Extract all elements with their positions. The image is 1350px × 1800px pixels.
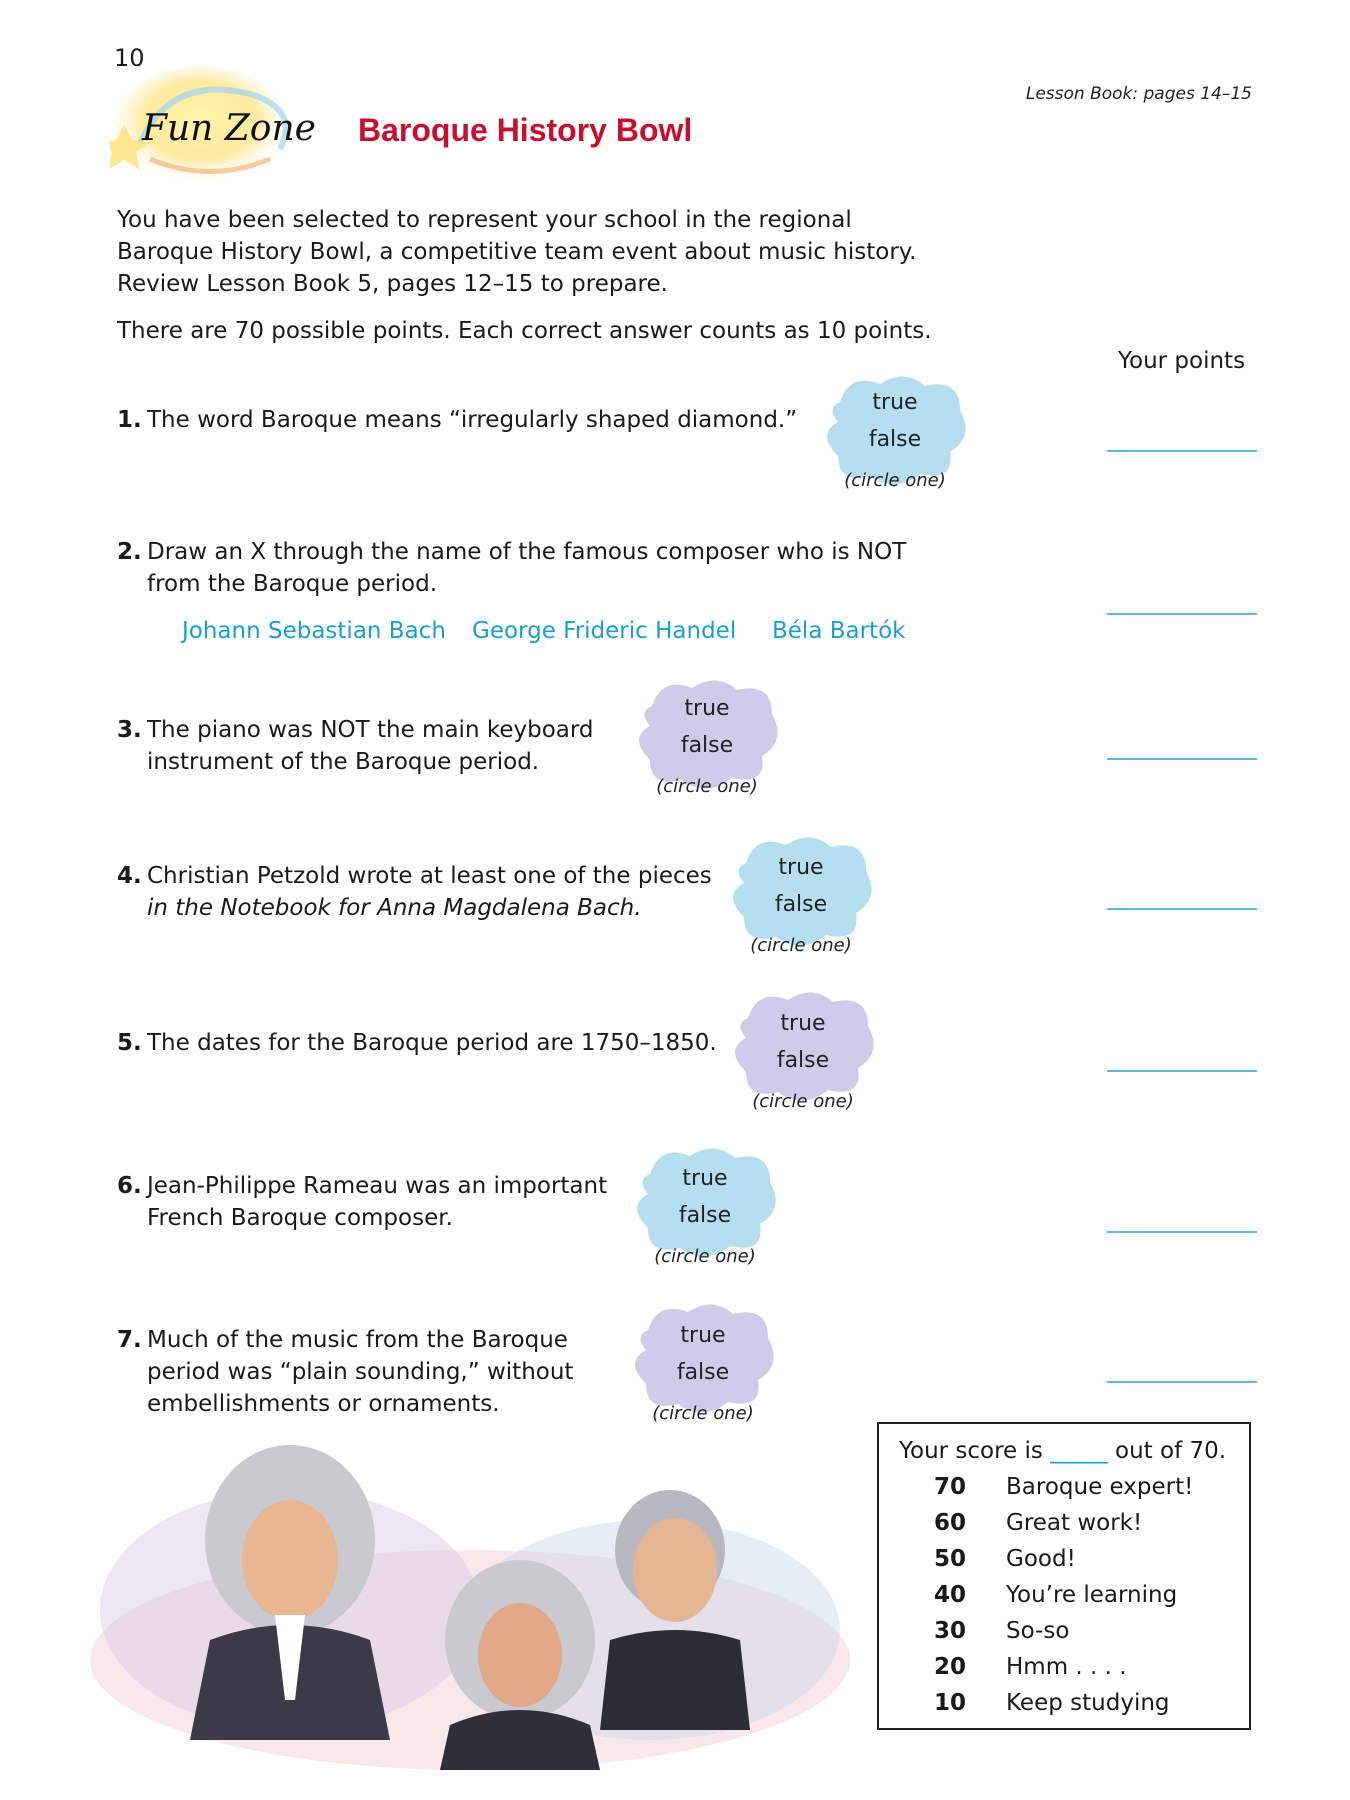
true-option[interactable]: true (682, 1166, 728, 1191)
composer-bach[interactable]: Johann Sebastian Bach (182, 618, 446, 644)
question-7 (117, 1324, 573, 1420)
page-title: Baroque History Bowl (358, 112, 693, 148)
intro-paragraph (117, 204, 1017, 300)
score-blank[interactable]: _____ (1050, 1438, 1108, 1464)
question-text: The word Baroque means “irregularly shaped diamond.” (147, 407, 798, 433)
score-value: 50 (934, 1546, 967, 1572)
true-option[interactable]: true (778, 855, 824, 880)
circle-one-note: (circle one) (752, 1091, 854, 1112)
score-value: 10 (934, 1690, 967, 1716)
false-option[interactable]: false (868, 427, 922, 452)
question-4 (117, 860, 712, 924)
question-3 (117, 714, 594, 778)
answer-line[interactable] (1107, 613, 1257, 615)
question-number: 4. (117, 863, 142, 889)
composer-portraits-illustration (90, 1440, 860, 1770)
intro-line: Review Lesson Book 5, pages 12–15 to prepare. (117, 271, 668, 297)
question-number: 6. (117, 1173, 142, 1199)
score-box (877, 1422, 1251, 1730)
composer-handel[interactable]: George Frideric Handel (472, 618, 737, 644)
question-text: Much of the music from the Baroque (147, 1327, 568, 1353)
true-option[interactable]: true (680, 1323, 726, 1348)
question-text: in the Notebook for Anna Magdalena Bach. (147, 895, 642, 921)
question-text: instrument of the Baroque period. (147, 749, 540, 775)
question-text: French Baroque composer. (147, 1205, 453, 1231)
true-option[interactable]: true (684, 696, 730, 721)
question-2 (117, 536, 906, 600)
answer-line[interactable] (1107, 758, 1257, 760)
false-option[interactable]: false (676, 1360, 730, 1385)
circle-one-note: (circle one) (652, 1403, 754, 1424)
false-option[interactable]: false (680, 733, 734, 758)
score-suffix: out of 70. (1115, 1438, 1227, 1464)
question-text: Jean-Philippe Rameau was an important (147, 1173, 608, 1199)
score-value: 40 (934, 1582, 967, 1608)
question-number: 2. (117, 539, 142, 565)
answer-line[interactable] (1107, 1231, 1257, 1233)
answer-line[interactable] (1107, 908, 1257, 910)
question-text: The piano was NOT the main keyboard (147, 717, 594, 743)
score-heading (899, 1438, 1226, 1464)
question-number: 7. (117, 1327, 142, 1353)
your-points-label: Your points (1118, 348, 1246, 374)
question-number: 5. (117, 1030, 142, 1056)
score-label: So-so (1006, 1618, 1070, 1644)
score-label: Keep studying (1006, 1690, 1170, 1716)
score-label: Great work! (1006, 1510, 1143, 1536)
false-option[interactable]: false (776, 1048, 830, 1073)
circle-one-note: (circle one) (656, 776, 758, 797)
score-label: Good! (1006, 1546, 1076, 1572)
page-number: 10 (114, 44, 145, 72)
question-6 (117, 1170, 607, 1234)
lesson-reference: Lesson Book: pages 14–15 (1025, 84, 1252, 104)
question-text: embellishments or ornaments. (147, 1391, 500, 1417)
score-label: Baroque expert! (1006, 1474, 1194, 1500)
question-1 (117, 404, 797, 436)
false-option[interactable]: false (678, 1203, 732, 1228)
question-number: 3. (117, 717, 142, 743)
true-option[interactable]: true (780, 1011, 826, 1036)
score-prefix: Your score is (899, 1438, 1043, 1464)
score-value: 20 (934, 1654, 967, 1680)
intro-line: You have been selected to represent your school in the regional (117, 207, 852, 233)
question-text: Draw an X through the name of the famous composer who is NOT (147, 539, 907, 565)
true-option[interactable]: true (872, 390, 918, 415)
question-text: period was “plain sounding,” without (147, 1359, 574, 1385)
score-label: You’re learning (1006, 1582, 1178, 1608)
portrait-handel (190, 1445, 390, 1740)
question-text: The dates for the Baroque period are 1750–1850. (147, 1030, 717, 1056)
answer-line[interactable] (1107, 1381, 1257, 1383)
score-value: 30 (934, 1618, 967, 1644)
question-number: 1. (117, 407, 142, 433)
composer-bartok[interactable]: Béla Bartók (772, 618, 906, 644)
intro-line: Baroque History Bowl, a competitive team event about music history. (117, 239, 917, 265)
question-text: Christian Petzold wrote at least one of the pieces (147, 863, 712, 889)
circle-one-note: (circle one) (654, 1246, 756, 1267)
score-value: 60 (934, 1510, 967, 1536)
fun-zone-logo-text: Fun Zone (142, 108, 316, 149)
answer-line[interactable] (1107, 450, 1257, 452)
portrait-bach (440, 1560, 600, 1770)
points-note: There are 70 possible points. Each correct answer counts as 10 points. (117, 318, 932, 344)
score-label: Hmm . . . . (1006, 1654, 1127, 1680)
false-option[interactable]: false (774, 892, 828, 917)
question-text: from the Baroque period. (147, 571, 438, 597)
answer-line[interactable] (1107, 1070, 1257, 1072)
score-value: 70 (934, 1474, 967, 1500)
question-5 (117, 1027, 717, 1059)
circle-one-note: (circle one) (750, 935, 852, 956)
circle-one-note: (circle one) (844, 470, 946, 491)
